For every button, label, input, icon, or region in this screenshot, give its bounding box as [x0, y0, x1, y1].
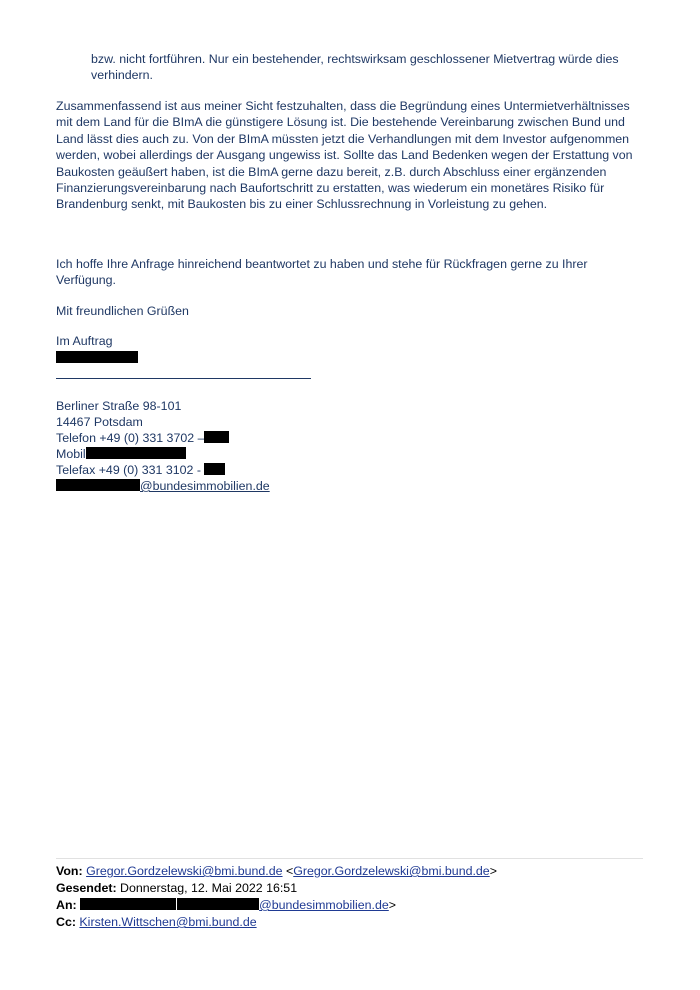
signature-phone-text: Telefon +49 (0) 331 3702 –	[56, 431, 205, 445]
redacted-to-1	[80, 898, 176, 910]
email-cc-row	[56, 914, 646, 930]
signature-fax-text: Telefax +49 (0) 331 3102 -	[56, 463, 201, 477]
redacted-fax	[204, 463, 225, 475]
email-to-row	[56, 897, 646, 913]
to-email-domain[interactable]: @bundesimmobilien.de	[259, 898, 389, 912]
email-header-separator	[56, 858, 643, 859]
signature-email-domain[interactable]: @bundesimmobilien.de	[140, 479, 270, 493]
signature-phone	[56, 430, 646, 446]
redacted-to-2	[177, 898, 259, 910]
sent-label: Gesendet:	[56, 881, 117, 895]
to-label: An:	[56, 898, 77, 912]
sent-value: Donnerstag, 12. Mai 2022 16:51	[120, 881, 298, 895]
email-sent-row	[56, 880, 646, 896]
from-bracket-close: >	[489, 864, 497, 878]
im-auftrag: Im Auftrag	[56, 334, 113, 348]
email-from-row	[56, 863, 646, 879]
continuation-paragraph: bzw. nicht fortführen. Nur ein bestehender, rechtswirksam geschlossener Mietvertrag würde dies verhindern.	[91, 52, 619, 83]
signature-city: 14467 Potsdam	[56, 415, 143, 429]
from-email-link[interactable]: Gregor.Gordzelewski@bmi.bund.de	[86, 864, 283, 878]
signature-fax	[56, 462, 646, 478]
redacted-mobile	[86, 447, 186, 459]
greeting: Mit freundlichen Grüßen	[56, 304, 189, 318]
signature-email	[56, 478, 646, 494]
cc-email-link[interactable]: Kirsten.Wittschen@bmi.bund.de	[79, 915, 257, 929]
closing-paragraph: Ich hoffe Ihre Anfrage hinreichend beantwortet zu haben und stehe für Rückfragen gerne zu Ihrer Verfügung.	[56, 257, 588, 288]
from-bracket-open: <	[285, 864, 294, 878]
to-bracket-close: >	[388, 898, 397, 912]
redacted-name	[56, 351, 138, 363]
cc-label: Cc:	[56, 915, 76, 929]
redacted-phone	[204, 431, 229, 443]
signature-mobile-text: Mobil	[56, 447, 86, 461]
from-email-link-2[interactable]: Gregor.Gordzelewski@bmi.bund.de	[293, 864, 490, 878]
signature-street: Berliner Straße 98-101	[56, 399, 182, 413]
from-label: Von:	[56, 864, 83, 878]
signature-mobile	[56, 446, 646, 462]
signature-line	[56, 378, 311, 379]
redacted-email-user	[56, 479, 140, 491]
summary-paragraph: Zusammenfassend ist aus meiner Sicht festzuhalten, dass die Begründung eines Untermietverhältnisses mit dem Land für die BImA die günstigere Lösung ist. Die bestehende Vereinbarung zwischen Bund und Land lässt dies auch zu. Von der BImA müssten jetzt die Verhandlungen mit dem Investor aufgenommen werden, wobei allerdings der Ausgang ungewiss ist. Sollte das Land Bedenken wegen der Erstattung von Baukosten geäußert haben, ist die BImA gerne dazu bereit, z.B. durch Abschluss einer ergänzenden Finanzierungsvereinbarung nach Baufortschritt zu erstatten, was wiederum ein monetäres Risiko für Brandenburg senkt, mit Baukosten bis zu einer Schlussrechnung in Vorleistung zu gehen.	[56, 99, 633, 212]
